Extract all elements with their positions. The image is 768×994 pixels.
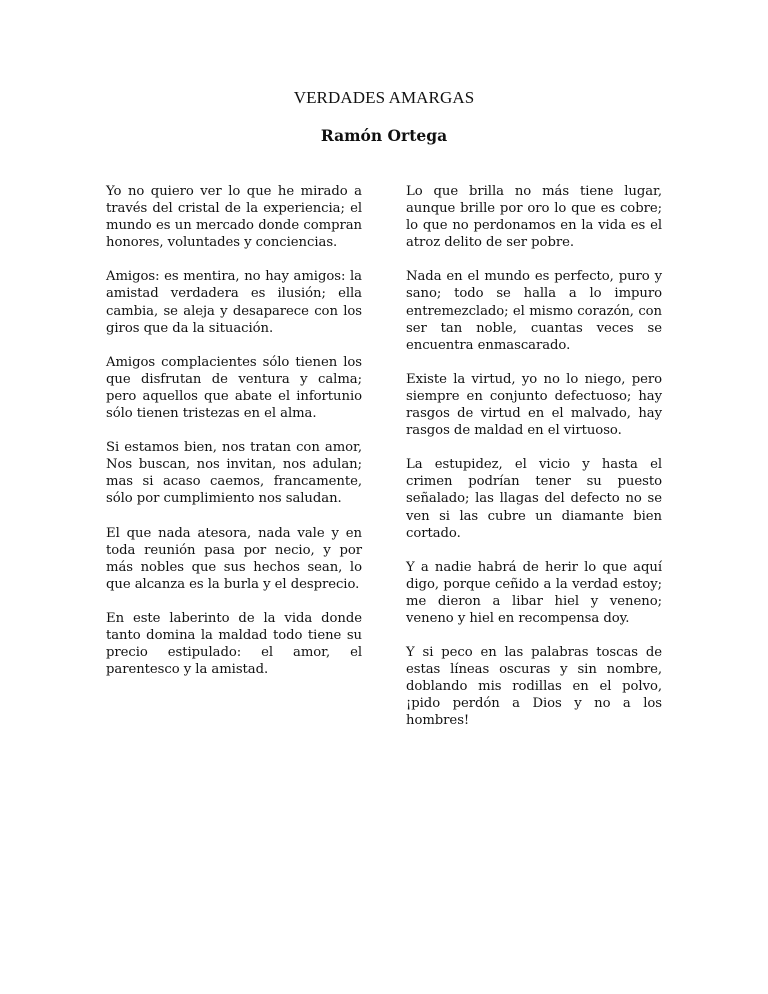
stanza: El que nada atesora, nada vale y en toda reunión pasa por necio, y por más nobles que sus hechos sean, lo que alcanza es la burla y el desprecio.	[106, 525, 362, 592]
stanza: Y si peco en las palabras toscas de estas líneas oscuras y sin nombre, doblando mis rodillas en el polvo, ¡pido perdón a Dios y no a los hombres!	[406, 645, 662, 729]
stanza: Lo que brilla no más tiene lugar, aunque brille por oro lo que es cobre; lo que no perdonamos en la vida es el atroz delito de ser pobre.	[406, 184, 662, 251]
stanza: Amigos: es mentira, no hay amigos: la amistad verdadera es ilusión; ella cambia, se aleja y desaparece con los giros que da la situación.	[106, 269, 362, 336]
stanza: La estupidez, el vicio y hasta el crimen podrían tener su puesto señalado; las llagas del defecto no se ven si las cubre un diamante bien cortado.	[406, 457, 662, 541]
stanza: Y a nadie habrá de herir lo que aquí digo, porque ceñido a la verdad estoy; me dieron a libar hiel y veneno; veneno y hiel en recompensa doy.	[406, 559, 662, 626]
poem-column-right	[406, 183, 662, 747]
stanza: Amigos complacientes sólo tienen los que disfrutan de ventura y calma; pero aquellos que abate el infortunio sólo tienen tristezas en el alma.	[106, 354, 362, 422]
poem-column-left	[106, 183, 362, 695]
stanza: En este laberinto de la vida donde tanto domina la maldad todo tiene su precio estipulado: el amor, el parentesco y la amistad.	[106, 610, 362, 678]
stanza: Nada en el mundo es perfecto, puro y sano; todo se halla a lo impuro entremezclado; el mismo corazón, con ser tan noble, cuantas veces se encuentra enmascarado.	[406, 269, 662, 353]
stanza: Si estamos bien, nos tratan con amor, Nos buscan, nos invitan, nos adulan; mas si acaso caemos, francamente, sólo por cumplimiento nos saludan.	[106, 440, 362, 507]
stanza: Existe la virtud, yo no lo niego, pero siempre en conjunto defectuoso; hay rasgos de virtud en el malvado, hay rasgos de maldad en el virtuoso.	[406, 371, 662, 439]
document-title: VERDADES AMARGAS	[293, 88, 475, 107]
author-name: Ramón Ortega	[320, 126, 448, 145]
stanza: Yo no quiero ver lo que he mirado a través del cristal de la experiencia; el mundo es un mercado donde compran honores, voluntades y conciencias.	[106, 184, 362, 251]
